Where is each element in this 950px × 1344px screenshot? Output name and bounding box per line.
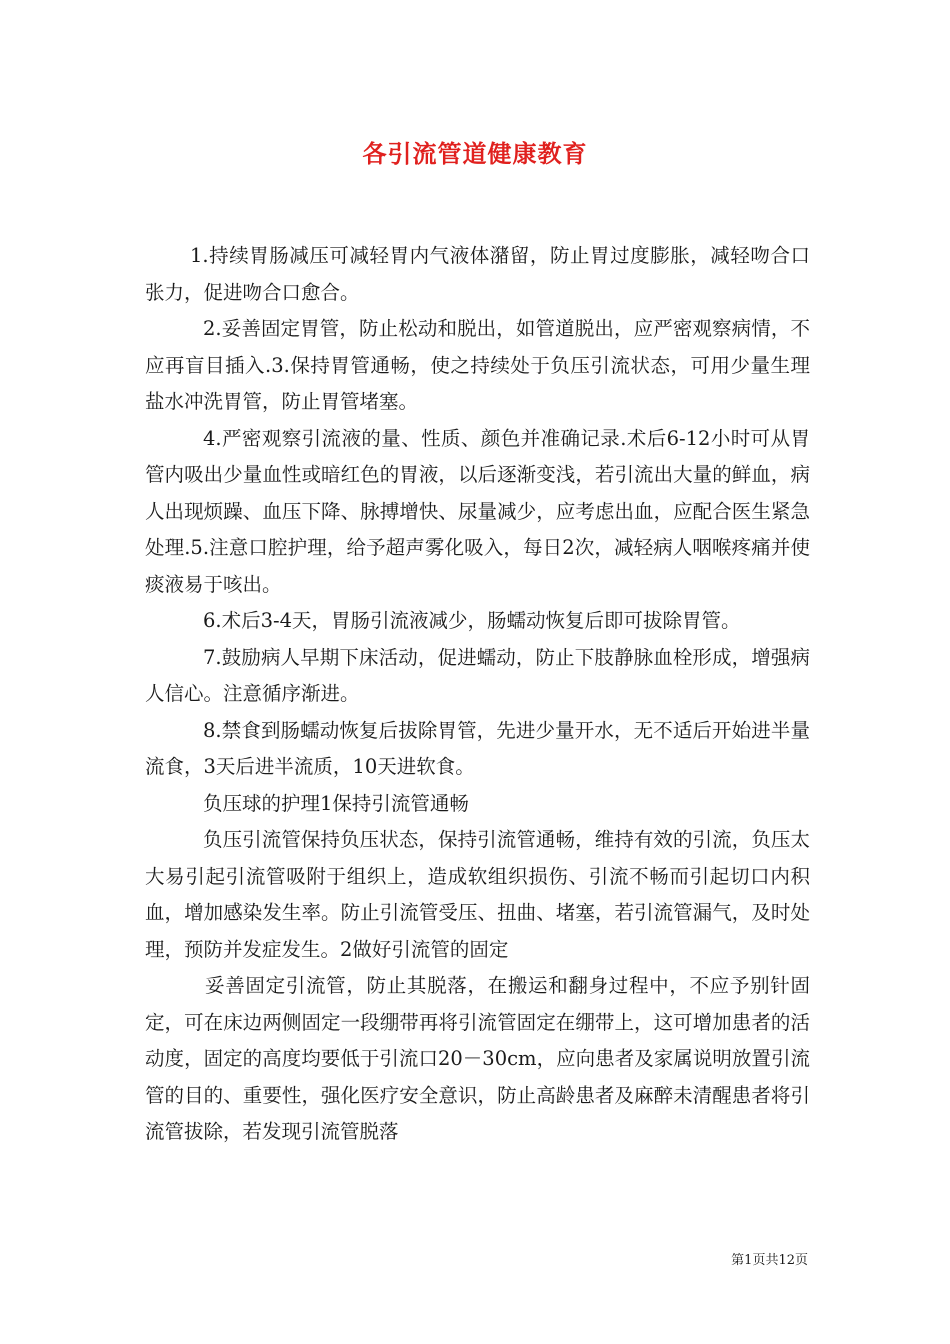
paragraph-1: 1.持续胃肠减压可减轻胃内气液体潴留，防止胃过度膨胀，减轻吻合口张力，促进吻合口愈合。 (145, 244, 810, 304)
paragraph-6: 8.禁食到肠蠕动恢复后拔除胃管，先进少量开水，无不适后开始进半量流食，3天后进半流质，10天进软食。 (145, 718, 810, 778)
document-title: 各引流管道健康教育 (362, 139, 588, 168)
paragraph-4: 6.术后3-4天，胃肠引流液减少，肠蠕动恢复后即可拔除胃管。 (203, 609, 741, 632)
paragraph-8: 妥善固定引流管，防止其脱落，在搬运和翻身过程中，不应予别针固定，可在床边两侧固定一段绷带再将引流管固定在绷带上，这可增加患者的活动度，固定的高度均要低于引流口20－30cm，应向患者及家属说明放置引流管的目的、重要性，强化医疗安全意识，防止高龄患者及麻醉未清醒患者将引流管拔除，若发现引流管脱落 (145, 974, 810, 1143)
page-number-footer: 第1页共12页 (731, 1253, 808, 1268)
paragraph-7: 负压引流管保持负压状态，保持引流管通畅，维持有效的引流，负压太大易引起引流管吸附于组织上，造成软组织损伤、引流不畅而引起切口内积血，增加感染发生率。防止引流管受压、扭曲、堵塞，若引流管漏气，及时处理，预防并发症发生。2做好引流管的固定 (145, 828, 810, 961)
section-heading-drain-ball: 负压球的护理1保持引流管通畅 (203, 791, 469, 815)
document-body (145, 238, 810, 1151)
paragraph-2: 2.妥善固定胃管，防止松动和脱出，如管道脱出，应严密观察病情，不应再盲目插入.3.保持胃管通畅，使之持续处于负压引流状态，可用少量生理盐水冲洗胃管，防止胃管堵塞。 (145, 317, 810, 413)
paragraph-5: 7.鼓励病人早期下床活动，促进蠕动，防止下肢静脉血栓形成，增强病人信心。注意循序渐进。 (145, 645, 810, 705)
paragraph-3: 4.严密观察引流液的量、性质、颜色并准确记录.术后6-12小时可从胃管内吸出少量血性或暗红色的胃液，以后逐渐变浅，若引流出大量的鲜血，病人出现烦躁、血压下降、脉搏增快、尿量减少，应考虑出血，应配合医生紧急处理.5.注意口腔护理，给予超声雾化吸入，每日2次，减轻病人咽喉疼痛并使痰液易于咳出。 (145, 426, 810, 596)
